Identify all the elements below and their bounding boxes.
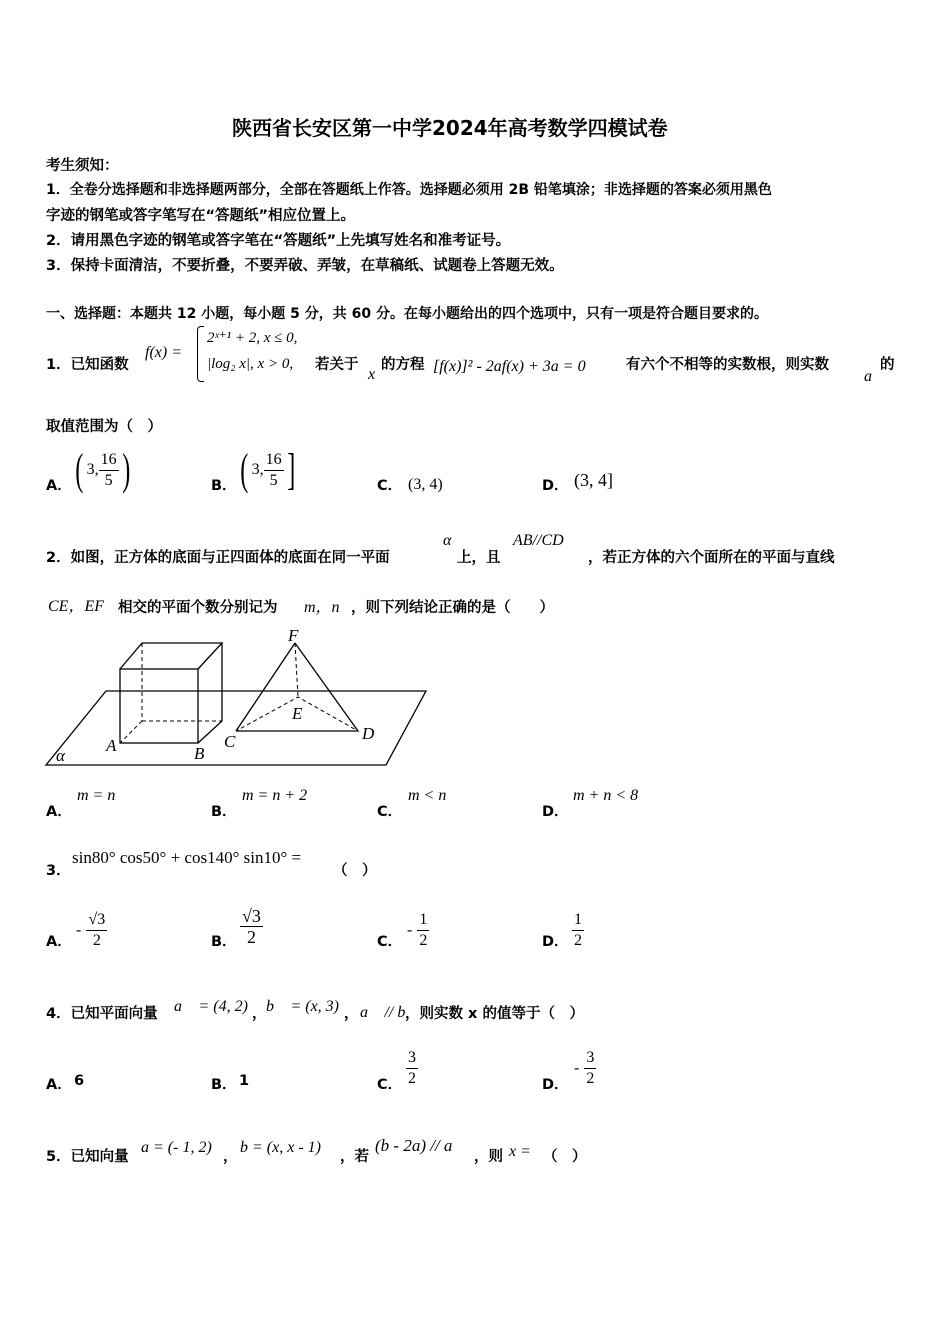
q5-vector-b: b = (x, x - 1) xyxy=(240,1139,321,1156)
q1-option-a-label: A． xyxy=(46,478,72,494)
q3-prefix: 3． xyxy=(46,863,71,879)
label-F: F xyxy=(288,626,299,645)
q1-mid2: 的方程 xyxy=(381,357,425,373)
cube-top xyxy=(120,643,222,669)
q3-option-d-label: D． xyxy=(542,934,569,950)
q1-var-a: a xyxy=(864,368,872,385)
notice-item-1: 1．全卷分选择题和非选择题两部分，全部在答题纸上作答。选择题必须用 2B 铅笔填涂；非选择题的答案必须用黑色 xyxy=(46,182,772,198)
q3-option-b-label: B． xyxy=(211,934,237,950)
section-heading: 一、选择题：本题共 12 小题，每小题 5 分，共 60 分。在每小题给出的四个选项中，只有一项是符合题目要求的。 xyxy=(46,306,768,322)
q4-sep: ， xyxy=(252,1006,267,1022)
q1-option-c-label: C． xyxy=(377,478,403,494)
q5-vector-a: a = (- 1, 2) xyxy=(141,1139,212,1156)
q5-sep: ， xyxy=(223,1149,238,1165)
q1-option-d: (3, 4] xyxy=(574,470,613,490)
q1-var-x: x xyxy=(368,366,376,383)
q2-option-a-label: A． xyxy=(46,804,72,820)
q4-vector-a: a⃗ = (4, 2) xyxy=(174,998,248,1015)
q1-end: 的 xyxy=(880,357,895,373)
q5-ask: x = xyxy=(509,1143,531,1160)
q2-option-d: m + n < 8 xyxy=(573,787,639,804)
q3-option-a-label: A． xyxy=(46,934,72,950)
q2-option-c-label: C． xyxy=(377,804,403,820)
q2-option-b-label: B． xyxy=(211,804,237,820)
q4-option-b-label: B． xyxy=(211,1077,237,1093)
q2-prefix: 2．如图，正方体的底面与正四面体的底面在同一平面 xyxy=(46,550,390,566)
q3-expression: sin80° cos50° + cos140° sin10° = xyxy=(72,848,302,867)
q1-mid3: 有六个不相等的实数根，则实数 xyxy=(626,357,829,373)
q3-end: （ ） xyxy=(333,863,377,879)
q4-vector-b: b⃗ = (x, 3) xyxy=(266,998,339,1015)
label-alpha: α xyxy=(56,746,65,765)
notice-heading: 考生须知： xyxy=(46,158,119,174)
q2-figure xyxy=(40,625,440,775)
q1-option-d-label: D． xyxy=(542,478,569,494)
q4-option-a-label: A． xyxy=(46,1077,72,1093)
q5-mid: ，若 xyxy=(340,1149,369,1165)
q2-option-a: m = n xyxy=(77,787,116,804)
label-E: E xyxy=(292,704,303,723)
q1-option-c: (3, 4) xyxy=(408,476,443,493)
label-C: C xyxy=(224,732,236,751)
notice-item-3: 3．保持卡面清洁，不要折叠，不要弄破、弄皱，在草稿纸、试题卷上答题无效。 xyxy=(46,258,564,274)
q2-mid3: 相交的平面个数分别记为 xyxy=(118,600,278,616)
q1-case1: 2ˣ⁺¹ + 2, x ≤ 0, xyxy=(207,330,298,346)
q2-mid2: ，若正方体的六个面所在的平面与直线 xyxy=(588,550,835,566)
q2-mn: m，n xyxy=(304,599,340,616)
q2-option-b: m = n + 2 xyxy=(242,787,308,804)
q1-case2: |log₂ x|, x > 0, xyxy=(207,356,294,372)
q2-end: ，则下列结论正确的是（ ） xyxy=(351,600,554,616)
q4-option-c-label: C． xyxy=(377,1077,403,1093)
q3-option-a: - $\frac{√3}{2}$ xyxy=(76,911,106,949)
q4-option-b: 1 xyxy=(239,1073,250,1089)
q1-line2: 取值范围为（ ） xyxy=(46,419,162,435)
q2-mid1: 上，且 xyxy=(457,550,501,566)
q1-fx: f(x) = xyxy=(145,344,182,361)
q3-option-c: - $\frac{1}{2}$ xyxy=(407,911,428,949)
q3-option-b: $\frac{√3}{2}$ xyxy=(242,906,261,947)
q1-mid1: 若关于 xyxy=(315,357,359,373)
q5-condition: (b - 2a) // a xyxy=(375,1136,453,1155)
q2-option-c: m < n xyxy=(408,787,447,804)
q4-prefix: 4．已知平面向量 xyxy=(46,1006,158,1022)
label-A: A xyxy=(106,736,117,755)
q4-option-d-label: D． xyxy=(542,1077,569,1093)
q4-option-a: 6 xyxy=(74,1073,85,1089)
q3-option-d: $\frac{1}{2}$ xyxy=(574,911,582,949)
cube-right-edge xyxy=(198,643,222,743)
q2-lines: CE，EF xyxy=(48,598,104,615)
q4-sep2: ， xyxy=(344,1006,359,1022)
q5-prefix: 5．已知向量 xyxy=(46,1149,129,1165)
q4-end: ，则实数 x 的值等于（ ） xyxy=(405,1006,584,1022)
q1-option-a: ( 3, $\frac{16}{5}$ ) xyxy=(75,445,131,494)
q1-prefix: 1．已知函数 xyxy=(46,357,129,373)
q5-end: （ ） xyxy=(543,1149,587,1165)
q5-mid2: ，则 xyxy=(474,1149,503,1165)
notice-item-2: 2．请用黑色字迹的钢笔或答字笔在“答题纸”上先填写姓名和准考证号。 xyxy=(46,233,511,249)
q4-option-d: - $\frac{3}{2}$ xyxy=(574,1049,595,1087)
q4-option-c: $\frac{3}{2}$ xyxy=(408,1049,416,1087)
q1-equation: [f(x)]² - 2af(x) + 3a = 0 xyxy=(433,358,586,375)
q1-option-b-label: B． xyxy=(211,478,237,494)
label-B: B xyxy=(194,744,205,763)
q2-parallel: AB//CD xyxy=(513,532,564,549)
q2-option-d-label: D． xyxy=(542,804,569,820)
q1-brace xyxy=(197,326,204,382)
notice-item-1-cont: 字迹的钢笔或答字笔写在“答题纸”相应位置上。 xyxy=(46,208,356,224)
page-title: 陕西省长安区第一中学2024年高考数学四模试卷 xyxy=(232,116,668,140)
q1-option-b: ( 3, $\frac{16}{5}$ ] xyxy=(240,445,296,494)
q4-parallel: a⃗ // b⃗ xyxy=(360,1004,418,1021)
label-D: D xyxy=(362,724,375,743)
q3-option-c-label: C． xyxy=(377,934,403,950)
q2-alpha: α xyxy=(443,532,452,549)
